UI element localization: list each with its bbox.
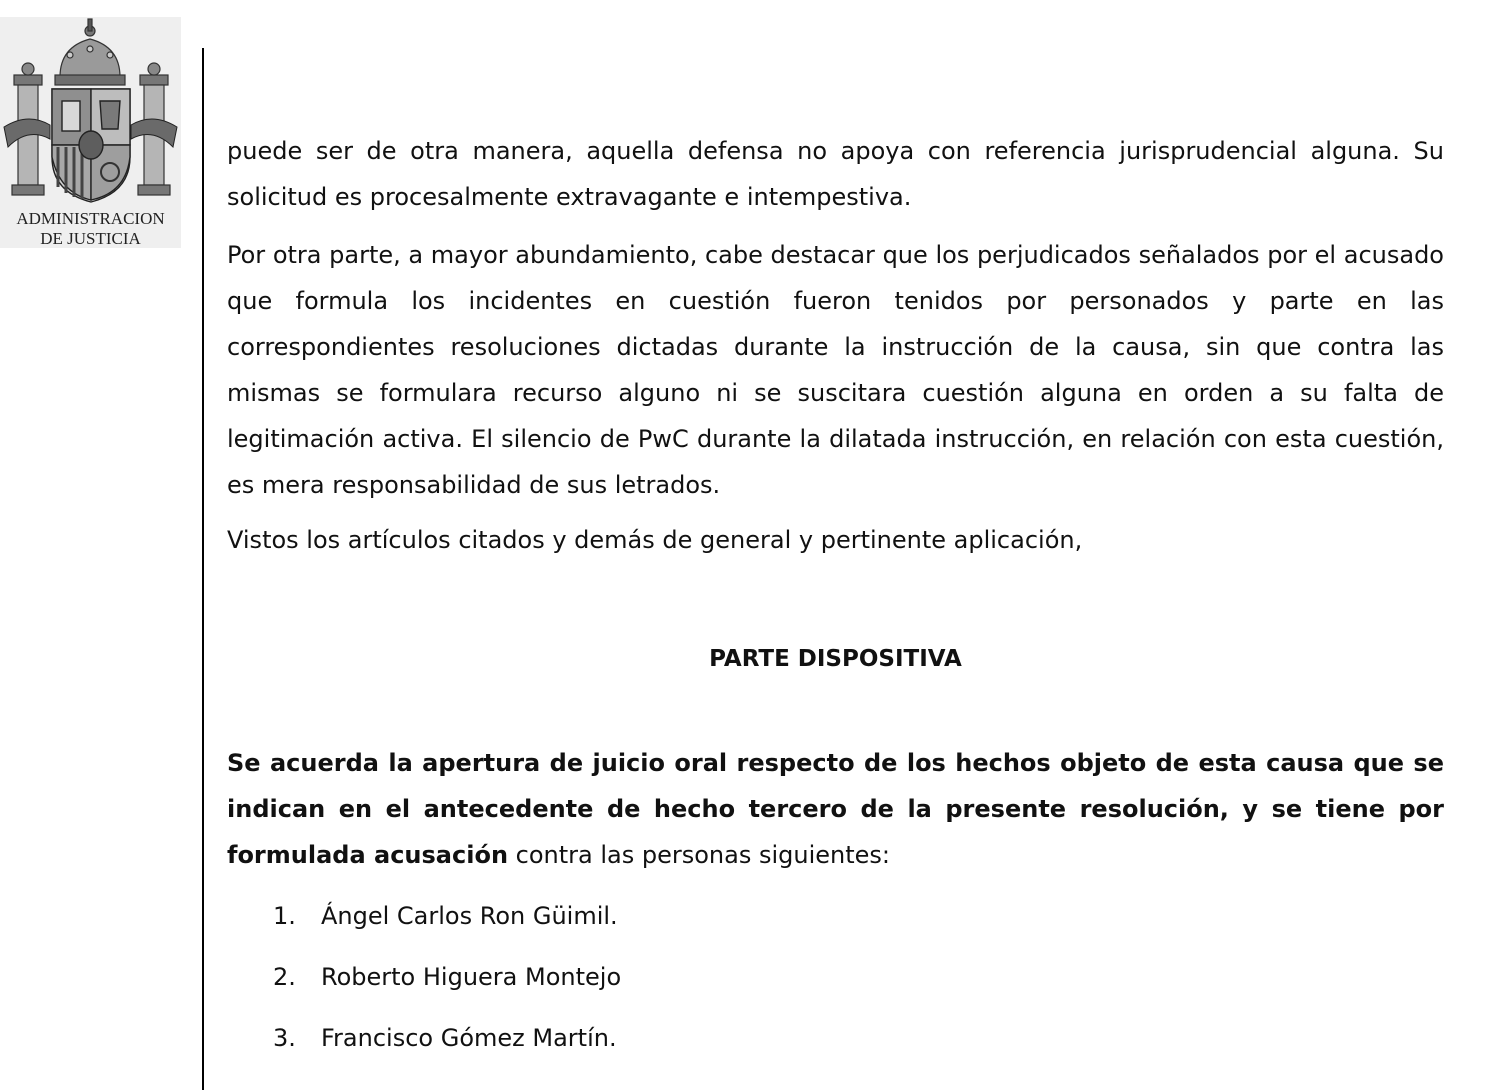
resolution-bold-2: formulada acusación [227, 841, 509, 869]
coat-of-arms-logo [0, 17, 181, 248]
paragraph-1: puede ser de otra manera, aquella defensa no apoya con referencia jurisprudencial alguna. Su solicitud es procesalmente extravagante e intempestiva. [227, 137, 1444, 211]
paragraph-2: Por otra parte, a mayor abundamiento, cabe destacar que los perjudicados señalados por el acusado que formula los incidentes en cuestión fueron tenidos por personados y parte en las correspondientes resoluciones dictadas durante la instrucción de la causa, sin que contra las mismas se formulara recurso alguno ni se suscitara cuestión alguna en orden a su falta de legitimación activa. El silencio de PwC durante la dilatada instrucción, en relación con esta cuestión, es mera responsabilidad de sus letrados. [227, 241, 1444, 499]
list-item-text: Roberto Higuera Montejo [321, 963, 622, 991]
resolution-bold-1: Se acuerda la apertura de juicio oral respecto de los hechos objeto de esta causa que se indican en el antecedente de hecho tercero de la presente resolución, y se tiene por [227, 749, 1444, 823]
section-heading: PARTE DISPOSITIVA [709, 646, 962, 672]
logo-caption-line1: ADMINISTRACION [16, 209, 165, 228]
margin-rule [202, 48, 204, 1090]
list-item-text: Ángel Carlos Ron Güimil. [321, 902, 618, 930]
resolution-paragraph [227, 740, 1444, 878]
list-item [273, 896, 618, 936]
list-item-number: 3. [273, 1024, 296, 1052]
paragraph-3: Vistos los artículos citados y demás de general y pertinente aplicación, [227, 526, 1083, 554]
list-item [273, 1018, 617, 1058]
logo-caption-line2: DE JUSTICIA [40, 229, 141, 248]
list-item-number: 2. [273, 963, 296, 991]
coat-of-arms-icon [0, 17, 181, 207]
list-item-number: 1. [273, 902, 296, 930]
list-item-text: Francisco Gómez Martín. [321, 1024, 617, 1052]
list-item [273, 957, 621, 997]
resolution-rest: contra las personas siguientes: [508, 841, 891, 869]
